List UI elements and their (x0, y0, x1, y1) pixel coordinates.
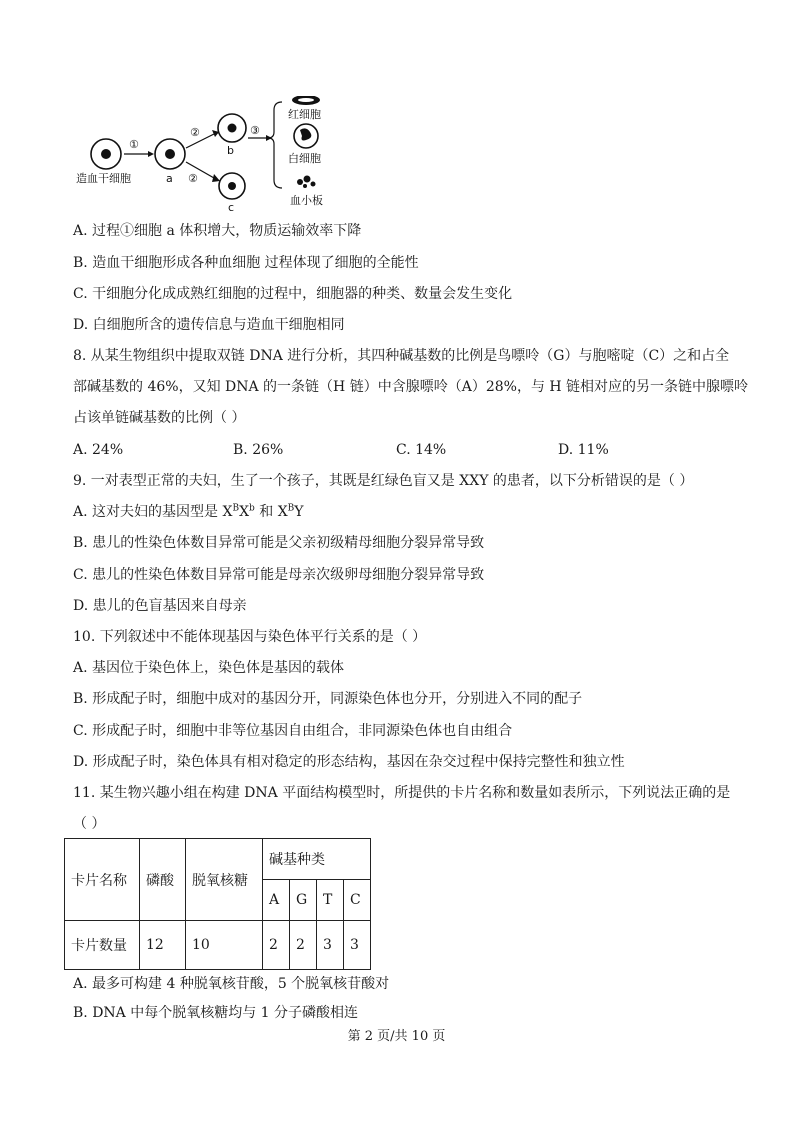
cell-a-label: a (166, 172, 173, 185)
row-label-card-count: 卡片数量 (65, 921, 140, 970)
q11-option-b: B. DNA 中每个脱氧核糖均与 1 分子磷酸相连 (73, 1005, 359, 1021)
header-base-t: T (317, 880, 344, 921)
q10-stem: 10. 下列叙述中不能体现基因与染色体平行关系的是（ ） (73, 629, 427, 645)
q11-option-a: A. 最多可构建 4 种脱氧核苷酸，5 个脱氧核苷酸对 (73, 976, 390, 992)
q11-stem-line2: （ ） (73, 816, 106, 832)
cell-base-g-count: 2 (290, 921, 317, 970)
q8-option-a: A. 24% (73, 442, 124, 458)
platelet-label: 血小板 (290, 194, 323, 207)
q10-option-d: D. 形成配子时，染色体具有相对稳定的形态结构，基因在杂交过程中保持完整性和独立性 (73, 754, 625, 770)
step1-label: ① (129, 138, 139, 151)
header-phosphate: 磷酸 (140, 839, 186, 921)
q7-option-b: B. 造血干细胞形成各种血细胞 过程体现了细胞的全能性 (73, 255, 419, 271)
q9-option-c: C. 患儿的性染色体数目异常可能是母亲次级卵母细胞分裂异常导致 (73, 567, 485, 583)
header-base-g: G (290, 880, 317, 921)
card-table (64, 838, 371, 970)
cell-c-label: c (228, 201, 235, 214)
q10-option-a: A. 基因位于染色体上，染色体是基因的载体 (73, 660, 345, 676)
q10-option-b: B. 形成配子时，细胞中成对的基因分开，同源染色体也分开，分别进入不同的配子 (73, 691, 583, 707)
q7-option-d: D. 白细胞所含的遗传信息与造血干细胞相同 (73, 317, 345, 333)
q8-stem-line3: 占该单链碱基数的比例（ ） (73, 410, 246, 426)
header-base-a: A (263, 880, 290, 921)
q10-option-c: C. 形成配子时，细胞中非等位基因自由组合，非同源染色体也自由组合 (73, 723, 513, 739)
q9-option-a: A. 这对夫妇的基因型是 $X^BX^b$ 和 $X^BY$ (73, 503, 304, 520)
header-deoxyribose: 脱氧核糖 (186, 839, 263, 921)
q11-stem-line1: 11. 某生物兴趣小组在构建 DNA 平面结构模型时，所提供的卡片名称和数量如表所示，下列说法正确的是 (73, 785, 731, 801)
rbc-label: 红细胞 (288, 108, 321, 121)
hematopoiesis-diagram (70, 96, 340, 214)
header-base-c: C (344, 880, 371, 921)
platelet-icon (297, 176, 316, 189)
q8-option-b: B. 26% (233, 442, 284, 458)
q8-option-c: C. 14% (396, 442, 447, 458)
cell-deoxyribose-count: 10 (186, 921, 263, 970)
q8-stem-line2: 部碱基数的 46%，又知 DNA 的一条链（H 链）中含腺嘌呤（A）28%，与 H 链相对应的另一条链中腺嘌呤 (73, 379, 749, 395)
step2b-label: ② (188, 172, 198, 185)
q7-option-c: C. 干细胞分化成成熟红细胞的过程中，细胞器的种类、数量会发生变化 (73, 286, 513, 302)
cell-base-c-count: 3 (344, 921, 371, 970)
step3-label: ③ (250, 124, 260, 137)
header-card-name: 卡片名称 (65, 839, 140, 921)
header-base-types: 碱基种类 (263, 839, 371, 880)
step2-label: ② (190, 126, 200, 139)
stem-cell-label: 造血干细胞 (76, 172, 131, 185)
q7-option-a: A. 过程①细胞 a 体积增大，物质运输效率下降 (73, 223, 362, 239)
q8-option-d: D. 11% (558, 442, 609, 458)
cell-b-label: b (227, 144, 234, 157)
q8-stem-line1: 8. 从某生物组织中提取双链 DNA 进行分析，其四种碱基数的比例是鸟嘌呤（G）与胞嘧啶（C）之和占全 (73, 348, 730, 364)
page-footer: 第 2 页/共 10 页 (347, 1029, 446, 1044)
cell-base-t-count: 3 (317, 921, 344, 970)
cell-phosphate-count: 12 (140, 921, 186, 970)
wbc-label: 白细胞 (288, 152, 321, 165)
q9-option-d: D. 患儿的色盲基因来自母亲 (73, 598, 247, 614)
cell-base-a-count: 2 (263, 921, 290, 970)
q9-stem: 9. 一对表型正常的夫妇，生了一个孩子，其既是红绿色盲又是 XXY 的患者，以下分析错误的是（ ） (73, 473, 694, 489)
q9-option-b: B. 患儿的性染色体数目异常可能是父亲初级精母细胞分裂异常导致 (73, 535, 485, 551)
